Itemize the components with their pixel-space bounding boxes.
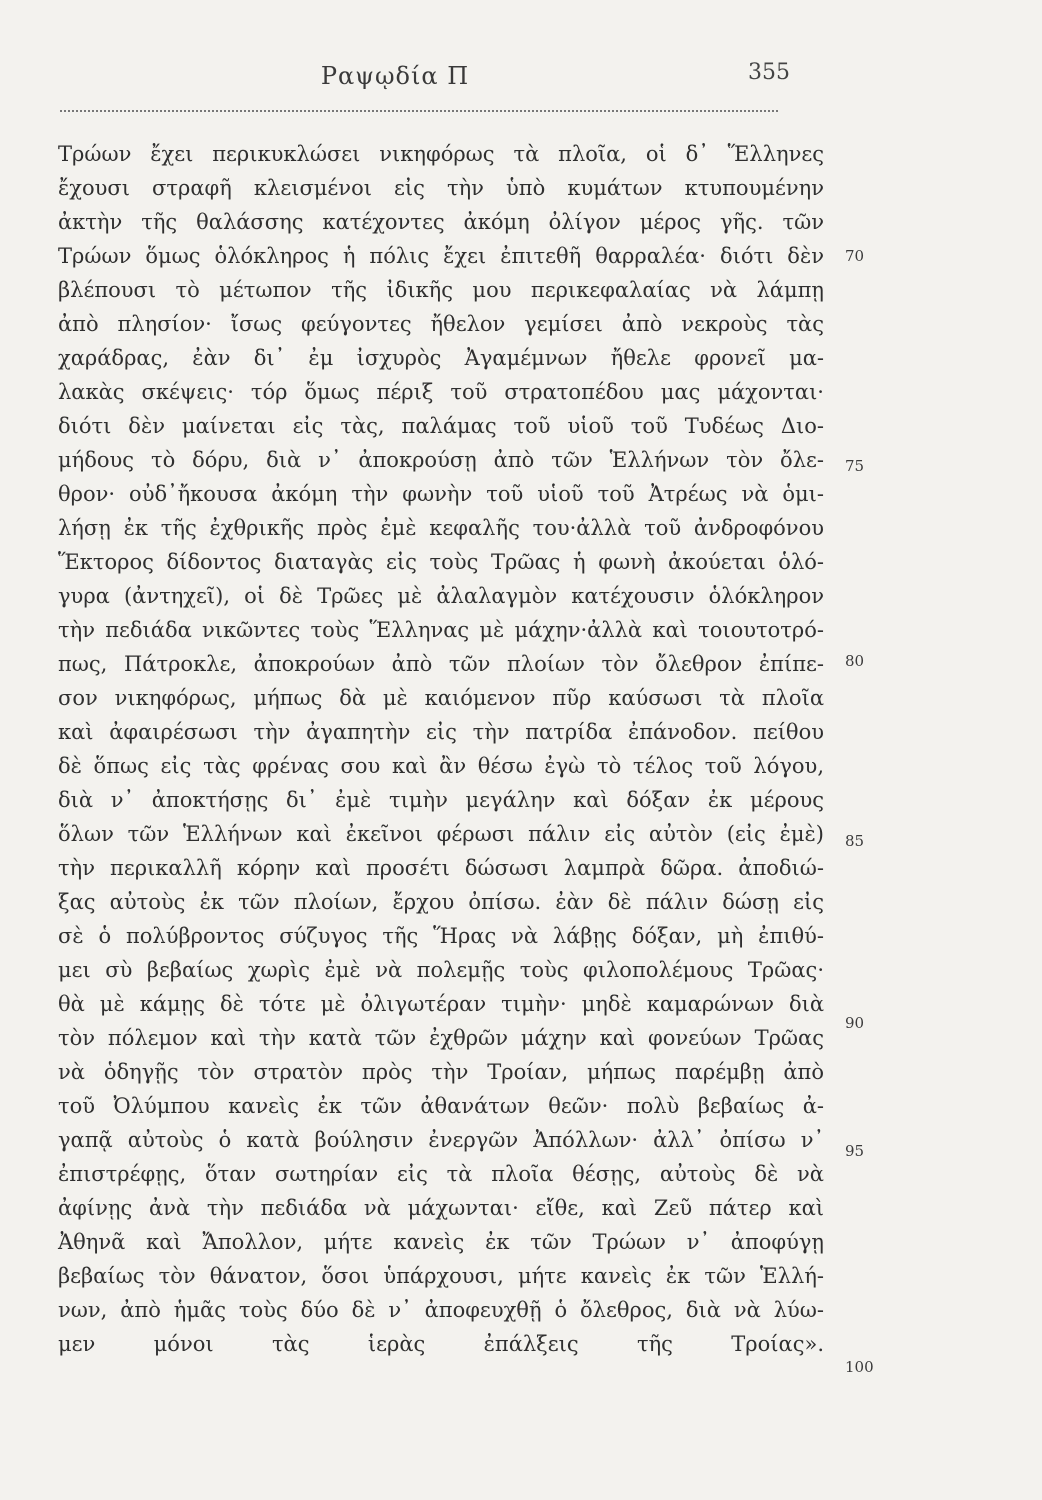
page-number: 355: [748, 60, 790, 85]
line-number-75: 75: [845, 457, 865, 475]
line-number-90: 90: [845, 1014, 865, 1032]
text-line: ἐπιστρέφῃς, ὅταν σωτηρίαν εἰς τὰ πλοῖα θέσῃς, αὐτοὺς δὲ νὰ: [58, 1162, 824, 1186]
text-line: θρον· οὐδ᾽ἤκουσα ἀκόμη τὴν φωνὴν τοῦ υἱοῦ τοῦ Ἀτρέως νὰ ὁμι-: [58, 482, 824, 506]
text-line: σον νικηφόρως, μήπως δὰ μὲ καιόμενον πῦρ καύσωσι τὰ πλοῖα: [58, 686, 824, 710]
text-line: ἀπὸ πλησίον· ἴσως φεύγοντες ἤθελον γεμίσει ἀπὸ νεκροὺς τὰς: [58, 312, 824, 336]
text-line: λήσῃ ἐκ τῆς ἐχθρικῆς πρὸς ἐμὲ κεφαλῆς του·ἀλλὰ τοῦ ἀνδροφόνου: [58, 516, 824, 540]
line-number-95: 95: [845, 1142, 865, 1160]
text-line: χαράδρας, ἐὰν δι᾽ ἐμ ἰσχυρὸς Ἀγαμέμνων ἤθελε φρονεῖ μα-: [58, 346, 824, 370]
text-line: μήδους τὸ δόρυ, διὰ ν᾽ ἀποκρούσῃ ἀπὸ τῶν Ἑλλήνων τὸν ὄλε-: [58, 448, 824, 472]
line-number-70: 70: [845, 247, 865, 265]
text-line: βεβαίως τὸν θάνατον, ὅσοι ὑπάρχουσι, μήτε κανεὶς ἐκ τῶν Ἑλλή-: [58, 1264, 824, 1288]
line-number-85: 85: [845, 832, 865, 850]
text-line: ἔχουσι στραφῆ κλεισμένοι εἰς τὴν ὑπὸ κυμάτων κτυπουμένην: [58, 176, 824, 200]
line-number-100: 100: [845, 1358, 874, 1376]
text-line: ὅλων τῶν Ἑλλήνων καὶ ἐκεῖνοι φέρωσι πάλιν εἰς αὐτὸν (εἰς ἐμὲ): [58, 822, 824, 846]
line-number-80: 80: [845, 652, 865, 670]
text-line: τὴν περικαλλῆ κόρην καὶ προσέτι δώσωσι λαμπρὰ δῶρα. ἀποδιώ-: [58, 856, 824, 880]
text-line: καὶ ἀφαιρέσωσι τὴν ἀγαπητὴν εἰς τὴν πατρίδα ἐπάνοδον. πείθου: [58, 720, 824, 744]
header-rule: [60, 100, 778, 112]
text-line: ἀκτὴν τῆς θαλάσσης κατέχοντες ἀκόμη ὀλίγον μέρος γῆς. τῶν: [58, 210, 824, 234]
text-line: Ἕκτορος δίδοντος διαταγὰς εἰς τοὺς Τρῶας ἡ φωνὴ ἀκούεται ὁλό-: [58, 550, 824, 574]
text-line: [58, 1361, 824, 1395]
text-line: λακὰς σκέψεις· τόρ ὅμως πέριξ τοῦ στρατοπέδου μας μάχονται·: [58, 380, 824, 404]
text-line: ἀφίνῃς ἀνὰ τὴν πεδιάδα νὰ μάχωνται· εἴθε, καὶ Ζεῦ πάτερ καὶ: [58, 1196, 824, 1220]
text-line: βλέπουσι τὸ μέτωπον τῆς ἰδικῆς μου περικεφαλαίας νὰ λάμπῃ: [58, 278, 824, 302]
text-line: τὸν πόλεμον καὶ τὴν κατὰ τῶν ἐχθρῶν μάχην καὶ φονεύων Τρῶας: [58, 1026, 824, 1050]
text-line: διὰ ν᾽ ἀποκτήσῃς δι᾽ ἐμὲ τιμὴν μεγάλην καὶ δόξαν ἐκ μέρους: [58, 788, 824, 812]
text-line: δὲ ὅπως εἰς τὰς φρένας σου καὶ ἂν θέσω ἐγὼ τὸ τέλος τοῦ λόγου,: [58, 754, 824, 778]
text-line: γυρα (ἀντηχεῖ), οἱ δὲ Τρῶες μὲ ἀλαλαγμὸν κατέχουσιν ὁλόκληρον: [58, 584, 824, 608]
text-line: τὴν πεδιάδα νικῶντες τοὺς Ἕλληνας μὲ μάχην·ἀλλὰ καὶ τοιουτοτρό-: [58, 618, 824, 642]
text-line: πως, Πάτροκλε, ἀποκρούων ἀπὸ τῶν πλοίων τὸν ὄλεθρον ἐπίπε-: [58, 652, 824, 676]
text-line: γαπᾷ αὐτοὺς ὁ κατὰ βούλησιν ἐνεργῶν Ἀπόλλων· ἀλλ᾽ ὀπίσω ν᾽: [58, 1128, 824, 1152]
text-line: διότι δὲν μαίνεται εἰς τὰς, παλάμας τοῦ υἱοῦ τοῦ Τυδέως Διο-: [58, 414, 824, 438]
text-line: θὰ μὲ κάμῃς δὲ τότε μὲ ὀλιγωτέραν τιμὴν· μηδὲ καμαρώνων διὰ: [58, 992, 824, 1016]
text-line: τοῦ Ὀλύμπου κανεὶς ἐκ τῶν ἀθανάτων θεῶν· πολὺ βεβαίως ἀ-: [58, 1094, 824, 1118]
text-line: νὰ ὁδηγῇς τὸν στρατὸν πρὸς τὴν Τροίαν, μήπως παρέμβῃ ἀπὸ: [58, 1060, 824, 1084]
text-line: μεν μόνοι τὰς ἱερὰς ἐπάλξεις τῆς Τροίας».: [58, 1332, 824, 1356]
text-line: νων, ἀπὸ ἡμᾶς τοὺς δύο δὲ ν᾽ ἀποφευχθῇ ὁ ὄλεθρος, διὰ νὰ λύω-: [58, 1298, 824, 1322]
text-line: Τρώων ὅμως ὁλόκληρος ἡ πόλις ἔχει ἐπιτεθῆ θαρραλέα· διότι δὲν: [58, 244, 824, 268]
text-line: Ἀθηνᾶ καὶ Ἄπολλον, μήτε κανεὶς ἐκ τῶν Τρώων ν᾽ ἀποφύγῃ: [58, 1230, 824, 1254]
text-line: σὲ ὁ πολύβροντος σύζυγος τῆς Ἥρας νὰ λάβῃς δόξαν, μὴ ἐπιθύ-: [58, 924, 824, 948]
text-line: ξας αὐτοὺς ἐκ τῶν πλοίων, ἔρχου ὀπίσω. ἐὰν δὲ πάλιν δώσῃ εἰς: [58, 890, 824, 914]
text-line: Τρώων ἔχει περικυκλώσει νικηφόρως τὰ πλοῖα, οἱ δ᾽ Ἕλληνες: [58, 142, 824, 166]
text-line: μει σὺ βεβαίως χωρὶς ἐμὲ νὰ πολεμῇς τοὺς φιλοπολέμους Τρῶας·: [58, 958, 824, 982]
running-title: Ραψῳδία Π: [320, 62, 470, 90]
